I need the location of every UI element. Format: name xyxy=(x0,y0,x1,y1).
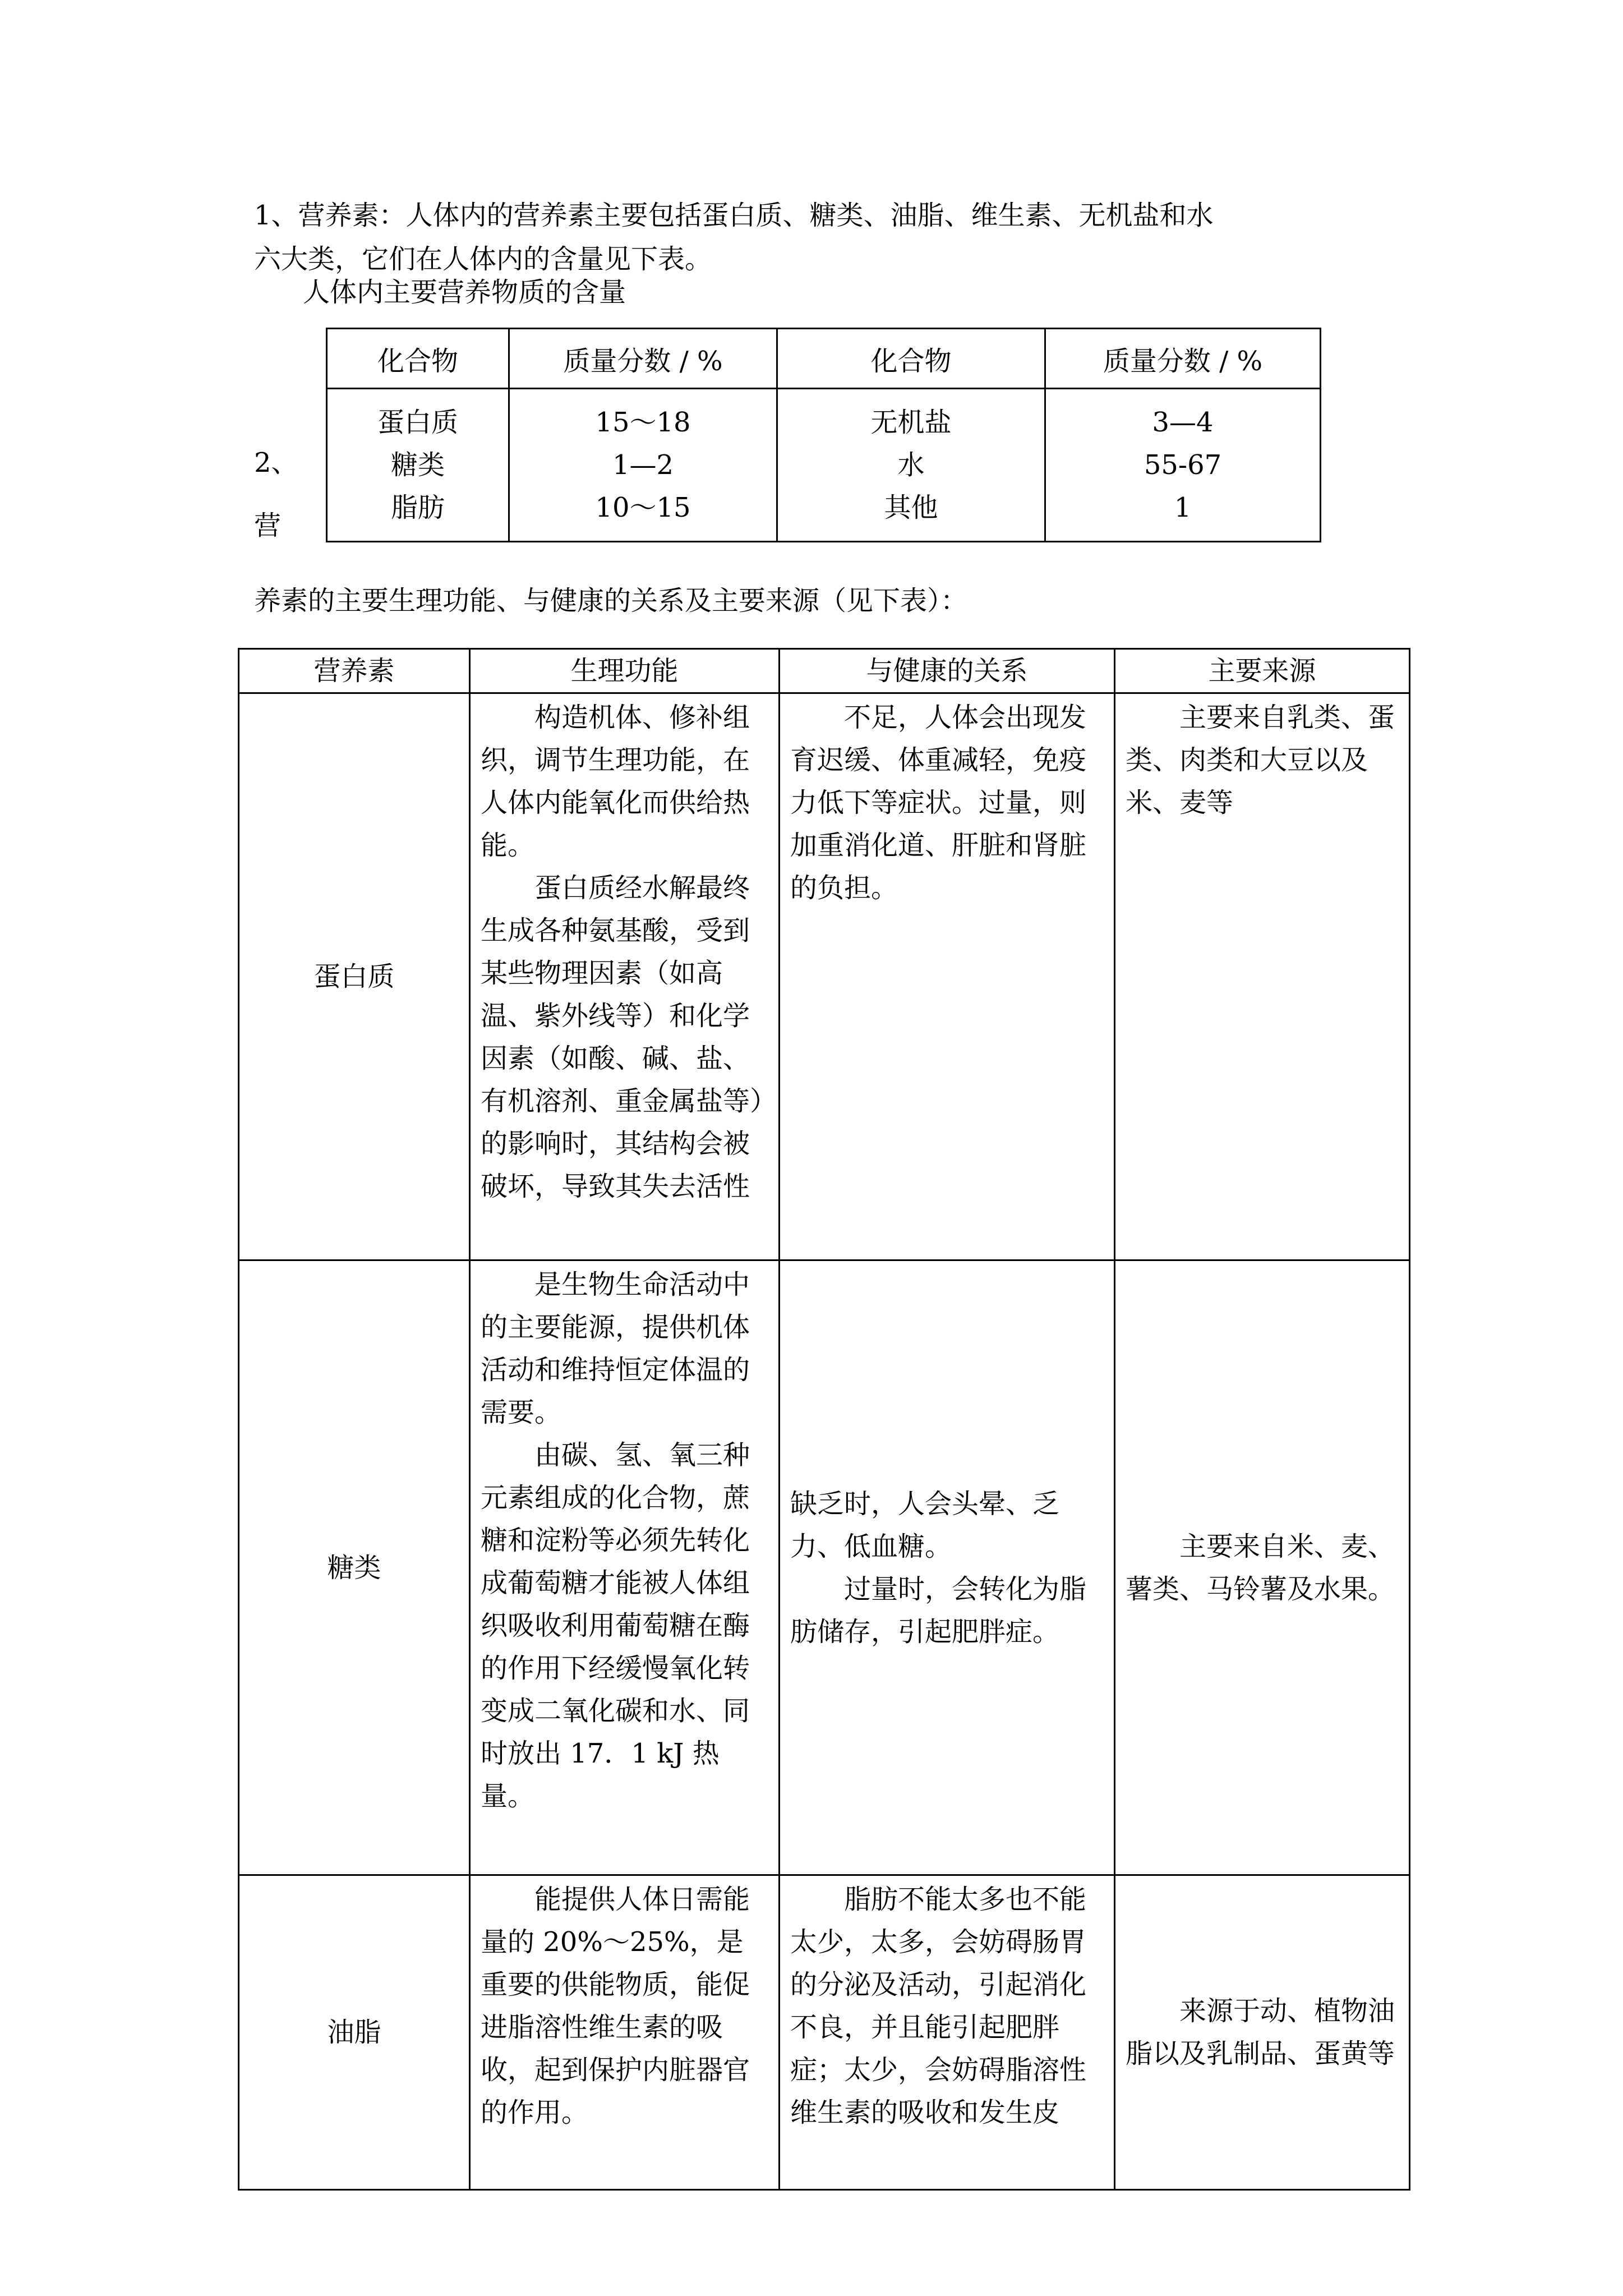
source-paragraph: 来源于动、植物油脂以及乳制品、蛋黄等 xyxy=(1126,1995,1395,2069)
function-cell xyxy=(470,1875,780,2190)
nutrient-name: 蛋白质 xyxy=(239,693,470,1260)
table2-header-row xyxy=(239,649,1410,693)
health-cell xyxy=(780,693,1115,1260)
table1-cell: 无机盐 xyxy=(870,407,952,438)
table2-header: 营养素 xyxy=(239,649,470,693)
table2-header: 与健康的关系 xyxy=(780,649,1115,693)
table1-header: 质量分数 / % xyxy=(509,329,777,389)
function-paragraph: 构造机体、修补组织，调节生理功能，在人体内能氧化而供给热能。 xyxy=(481,702,750,861)
table1-cell: 10～15 xyxy=(595,492,691,523)
table1-header-row xyxy=(327,329,1321,389)
table1-cell: 1 xyxy=(1174,492,1192,523)
function-cell xyxy=(470,693,780,1260)
section2-text: 养素的主要生理功能、与健康的关系及主要来源（见下表）： xyxy=(254,585,968,616)
intro-line-2: 六大类，它们在人体内的含量见下表。 xyxy=(254,243,712,275)
nutrient-name: 油脂 xyxy=(239,1875,470,2190)
intro-line-1: 1、营养素：人体内的营养素主要包括蛋白质、糖类、油脂、维生素、无机盐和水 xyxy=(254,200,1214,231)
health-cell xyxy=(780,1875,1115,2190)
table2-row xyxy=(239,1875,1410,2190)
health-cell xyxy=(780,1260,1115,1875)
source-cell xyxy=(1115,1260,1410,1875)
section2-number: 2、 xyxy=(254,447,298,478)
health-paragraph: 脂肪不能太多也不能太少，太多，会妨碍肠胃的分泌及活动，引起消化不良，并且能引起肥胖症；太少，会妨碍脂溶性维生素的吸收和发生皮 xyxy=(790,1884,1087,2128)
table1-cell: 水 xyxy=(897,449,925,481)
table2-row xyxy=(239,693,1410,1260)
source-paragraph: 主要来自乳类、蛋类、肉类和大豆以及米、麦等 xyxy=(1126,702,1395,818)
table1-cell: 1—2 xyxy=(612,449,674,481)
function-paragraph: 蛋白质经水解最终生成各种氨基酸，受到某些物理因素（如高温、紫外线等）和化学因素（如酸、碱、盐、有机溶剂、重金属盐等）的影响时，其结构会被破坏，导致其失去活性 xyxy=(481,872,764,1202)
health-paragraph: 不足，人体会出现发育迟缓、体重减轻，免疫力低下等症状。过量，则加重消化道、肝脏和肾脏的负担。 xyxy=(790,702,1087,904)
table1-header: 化合物 xyxy=(327,329,509,389)
table1-col-fraction-2 xyxy=(1045,389,1321,542)
nutrient-content-table xyxy=(326,328,1321,542)
table1-cell: 糖类 xyxy=(390,449,445,481)
function-cell xyxy=(470,1260,780,1875)
table2-row xyxy=(239,1260,1410,1875)
table1-body-row xyxy=(327,389,1321,542)
table1-header: 化合物 xyxy=(777,329,1045,389)
nutrient-function-table xyxy=(238,648,1410,2191)
table1-cell: 蛋白质 xyxy=(377,407,458,438)
table1-cell: 3—4 xyxy=(1152,407,1214,438)
section2-first-char: 营 xyxy=(254,510,282,541)
source-paragraph: 主要来自米、麦、薯类、马铃薯及水果。 xyxy=(1126,1530,1395,1605)
health-paragraph: 过量时，会转化为脂肪储存，引起肥胖症。 xyxy=(790,1573,1087,1648)
source-cell xyxy=(1115,1875,1410,2190)
table2-header: 生理功能 xyxy=(470,649,780,693)
table1-header: 质量分数 / % xyxy=(1045,329,1321,389)
table1-cell: 15～18 xyxy=(595,407,691,438)
table1-cell: 其他 xyxy=(884,492,938,523)
nutrient-name: 糖类 xyxy=(239,1260,470,1875)
table1-caption: 人体内主要营养物质的含量 xyxy=(303,277,626,308)
table1-col-fraction xyxy=(509,389,777,542)
function-paragraph: 是生物生命活动中的主要能源，提供机体活动和维持恒定体温的需要。 xyxy=(481,1269,750,1428)
table1-cell: 脂肪 xyxy=(390,492,445,523)
intro-paragraph xyxy=(254,194,1393,281)
source-cell xyxy=(1115,693,1410,1260)
table1-col-compound-2 xyxy=(777,389,1045,542)
table1-cell: 55-67 xyxy=(1144,449,1222,481)
table1-col-compound xyxy=(327,389,509,542)
health-paragraph: 缺乏时，人会头晕、乏力、低血糖。 xyxy=(790,1488,1060,1562)
table2-header: 主要来源 xyxy=(1115,649,1410,693)
function-paragraph: 能提供人体日需能量的 20%～25%，是重要的供能物质，能促进脂溶性维生素的吸收，起到保护内脏器官的作用。 xyxy=(481,1884,750,2128)
function-paragraph: 由碳、氢、氧三种元素组成的化合物，蔗糖和淀粉等必须先转化成葡萄糖才能被人体组织吸收利用葡萄糖在酶的作用下经缓慢氧化转变成二氧化碳和水、同时放出 17．1 kJ 热量。 xyxy=(481,1439,750,1812)
